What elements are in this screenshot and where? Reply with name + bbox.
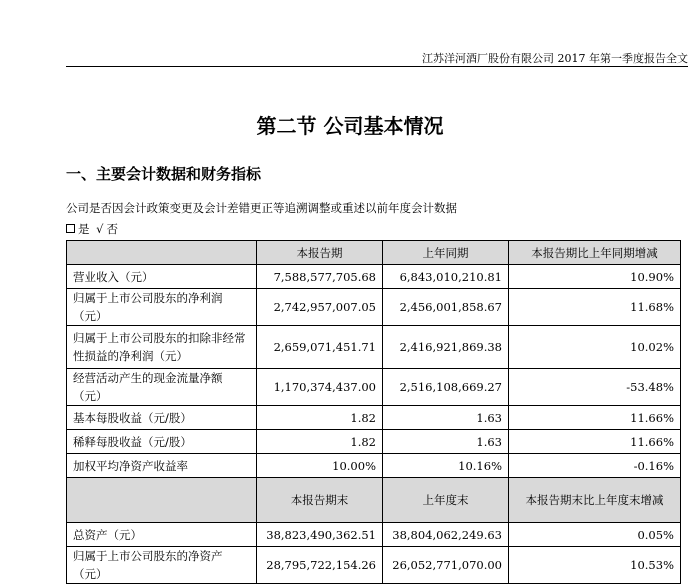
table-row — [67, 406, 681, 430]
row-label: 稀释每股收益（元/股） — [67, 430, 257, 454]
section-title: 第二节 公司基本情况 — [256, 114, 444, 138]
table-header-row — [67, 478, 681, 523]
prior-value: 6,843,010,210.81 — [383, 265, 509, 289]
restatement-choice — [66, 221, 118, 237]
prior-value: 38,804,062,249.63 — [383, 523, 509, 547]
row-label: 加权平均净资产收益率 — [67, 454, 257, 478]
header-cell — [67, 478, 257, 523]
row-label: 营业收入（元） — [67, 265, 257, 289]
header-cell: 上年度末 — [383, 478, 509, 523]
table-row — [67, 326, 681, 369]
current-value: 10.00% — [257, 454, 383, 478]
table-row — [67, 265, 681, 289]
change-value: -53.48% — [509, 369, 681, 406]
table-row — [67, 547, 681, 584]
change-value: 11.66% — [509, 406, 681, 430]
header-cell: 上年同期 — [383, 241, 509, 265]
table-header-row — [67, 241, 681, 265]
row-label: 归属于上市公司股东的净资产（元） — [67, 547, 257, 584]
restatement-note: 公司是否因会计政策变更及会计差错更正等追溯调整或重述以前年度会计数据 — [66, 201, 457, 215]
change-value: 10.02% — [509, 326, 681, 369]
row-label: 归属于上市公司股东的净利润（元） — [67, 289, 257, 326]
header-cell: 本报告期末 — [257, 478, 383, 523]
current-value: 2,742,957,007.05 — [257, 289, 383, 326]
change-value: -0.16% — [509, 454, 681, 478]
current-value: 2,659,071,451.71 — [257, 326, 383, 369]
table-row — [67, 430, 681, 454]
row-label: 基本每股收益（元/股） — [67, 406, 257, 430]
prior-value: 2,456,001,858.67 — [383, 289, 509, 326]
report-header-text: 江苏洋河酒厂股份有限公司 2017 年第一季度报告全文 — [422, 52, 688, 65]
prior-value: 1.63 — [383, 406, 509, 430]
header-cell: 本报告期比上年同期增减 — [509, 241, 681, 265]
change-value: 11.68% — [509, 289, 681, 326]
change-value: 0.05% — [509, 523, 681, 547]
current-value: 28,795,722,154.26 — [257, 547, 383, 584]
table-row — [67, 523, 681, 547]
change-value: 10.90% — [509, 265, 681, 289]
header-rule — [66, 66, 688, 67]
yes-label: 是 — [78, 222, 90, 236]
sub-heading: 一、主要会计数据和财务指标 — [66, 165, 262, 183]
prior-value: 10.16% — [383, 454, 509, 478]
yes-checkbox — [66, 224, 75, 233]
table-row — [67, 289, 681, 326]
current-value: 1.82 — [257, 406, 383, 430]
row-label: 归属于上市公司股东的扣除非经常性损益的净利润（元） — [67, 326, 257, 369]
current-value: 1.82 — [257, 430, 383, 454]
row-label: 总资产（元） — [67, 523, 257, 547]
no-label: 否 — [106, 222, 118, 236]
header-cell — [67, 241, 257, 265]
table-row — [67, 454, 681, 478]
row-label: 经营活动产生的现金流量净额（元） — [67, 369, 257, 406]
prior-value: 2,516,108,669.27 — [383, 369, 509, 406]
prior-value: 2,416,921,869.38 — [383, 326, 509, 369]
current-value: 1,170,374,437.00 — [257, 369, 383, 406]
financial-data-table — [66, 240, 681, 584]
current-value: 7,588,577,705.68 — [257, 265, 383, 289]
table-row — [67, 369, 681, 406]
change-value: 11.66% — [509, 430, 681, 454]
prior-value: 26,052,771,070.00 — [383, 547, 509, 584]
checkmark: √ — [96, 222, 104, 236]
header-cell: 本报告期 — [257, 241, 383, 265]
current-value: 38,823,490,362.51 — [257, 523, 383, 547]
change-value: 10.53% — [509, 547, 681, 584]
header-cell: 本报告期末比上年度末增减 — [509, 478, 681, 523]
prior-value: 1.63 — [383, 430, 509, 454]
